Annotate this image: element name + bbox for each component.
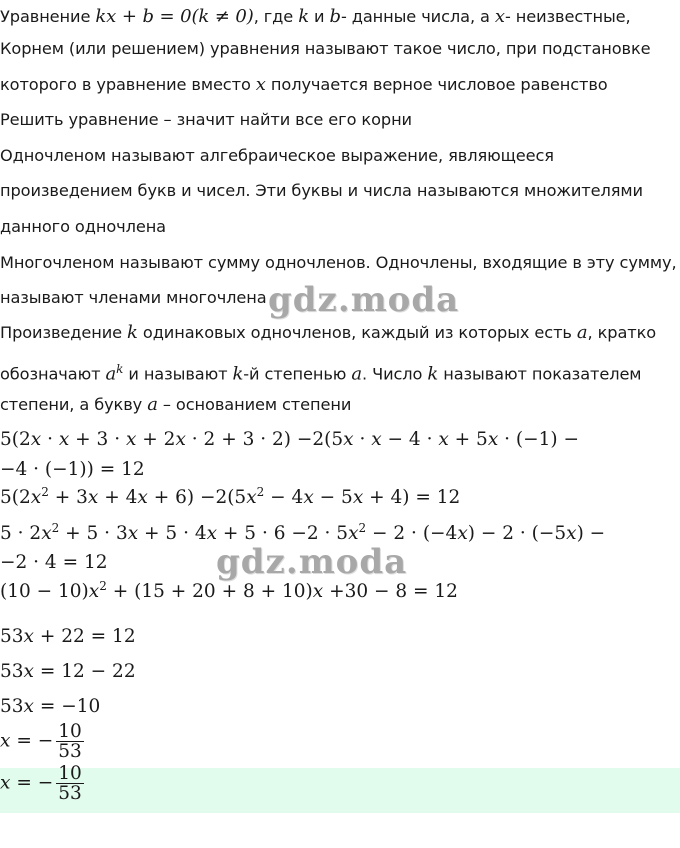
- text: - неизвестные,: [504, 7, 631, 26]
- var: x: [137, 487, 148, 508]
- var: x: [23, 696, 34, 717]
- fraction: [56, 764, 84, 803]
- text: обозначают: [0, 364, 106, 384]
- solution-line-2: −4 · (−1)) = 12: [0, 459, 145, 480]
- solution-line-9: [0, 696, 100, 718]
- math-inline: kx + b = 0(k ≠ 0): [95, 6, 254, 27]
- theory-line-8: Многочленом называют сумму одночленов. Одночлены, входящие в эту сумму,: [0, 253, 677, 272]
- theory-line-11: [0, 359, 641, 384]
- fraction-numerator: 10: [58, 763, 82, 784]
- text: одинаковых одночленов, каждый из которых есть: [137, 323, 577, 342]
- var: x: [88, 581, 100, 602]
- solution-line-5: −2 · 4 = 12: [0, 552, 108, 573]
- theory-line-12: [0, 395, 351, 415]
- fraction-denominator: 53: [58, 741, 82, 762]
- var: x: [58, 429, 70, 450]
- math-part: · (−1) −: [498, 429, 579, 450]
- math-part: − 5: [313, 487, 353, 508]
- math-part: + 5 · 6 −2 · 5: [217, 523, 349, 544]
- var: x: [30, 429, 42, 450]
- var: x: [125, 429, 137, 450]
- var: x: [206, 523, 218, 544]
- text: , кратко: [587, 323, 657, 342]
- var: x: [87, 487, 99, 508]
- math-inline: a: [351, 363, 362, 385]
- text: -й степенью: [243, 364, 352, 384]
- math-part: ) − 2 · (−5: [467, 523, 567, 544]
- math-part: − 2 · (−4: [366, 523, 458, 544]
- watermark: gdz.moda: [216, 542, 408, 582]
- var: x: [0, 772, 11, 794]
- math-part: 53: [0, 696, 24, 717]
- math-part: · 2 + 3 · 2) −2(5: [185, 429, 344, 450]
- fraction: [56, 722, 84, 761]
- theory-line-9: называют членами многочлена: [0, 288, 267, 307]
- var: x: [23, 661, 34, 682]
- exponent: 2: [99, 579, 107, 593]
- math-inline: k: [298, 6, 309, 27]
- text: и: [309, 7, 330, 26]
- theory-line-7: данного одночлена: [0, 217, 166, 236]
- math-inline: b: [329, 6, 341, 27]
- math-inline: k: [127, 322, 138, 343]
- theory-line-2: Корнем (или решением) уравнения называют такое число, при подстановке: [0, 39, 651, 58]
- var: x: [343, 429, 354, 450]
- math-part: = −: [10, 772, 54, 794]
- text: – основанием степени: [157, 395, 352, 414]
- exponent: 2: [51, 521, 60, 535]
- text: Уравнение: [0, 7, 96, 26]
- math-part: − 4: [264, 487, 304, 508]
- math-part: + 4) = 12: [363, 487, 461, 508]
- math-part: ·: [41, 429, 59, 450]
- math-part: = 12 − 22: [33, 661, 136, 682]
- text: - данные числа, а: [340, 7, 495, 26]
- math-part: + 3: [48, 487, 88, 508]
- math-part: 53: [0, 626, 24, 647]
- math-part: = −: [10, 730, 54, 752]
- text: получается верное числовое равенство: [265, 75, 608, 94]
- text: которого в уравнение вместо: [0, 75, 256, 94]
- math-inline: a: [147, 394, 158, 415]
- var: x: [23, 626, 34, 647]
- math-part: (10 − 10): [0, 581, 89, 602]
- math-part: + 22 = 12: [33, 626, 136, 647]
- solution-line-10: [0, 722, 84, 761]
- var: x: [127, 523, 139, 544]
- math-part: + 3 ·: [69, 429, 126, 450]
- math-part: + 4: [98, 487, 138, 508]
- math-part: 5(2: [0, 429, 31, 450]
- var: x: [457, 523, 468, 544]
- math-part: + 2: [136, 429, 176, 450]
- math-inline: k: [232, 363, 244, 385]
- math-part: ·: [353, 429, 372, 450]
- var: x: [371, 429, 382, 450]
- math-part: + 5 · 3: [59, 523, 128, 544]
- fraction-denominator: 53: [58, 783, 82, 804]
- math-part: + (15 + 20 + 8 + 10): [106, 581, 313, 602]
- theory-line-10: [0, 323, 656, 343]
- answer-line: [0, 764, 84, 803]
- text: . Число: [361, 364, 428, 384]
- var: x: [303, 487, 314, 508]
- math-part: +30 − 8 = 12: [323, 581, 458, 602]
- math-part: − 4 ·: [381, 429, 439, 450]
- answer-highlight: [0, 768, 680, 813]
- solution-line-8: [0, 661, 136, 683]
- text: степени, а букву: [0, 395, 148, 414]
- fraction-numerator: 10: [58, 721, 82, 742]
- math-part: + 6) −2(5: [147, 487, 247, 508]
- var: x: [566, 523, 577, 544]
- var: x: [246, 487, 257, 508]
- text: , где: [253, 7, 299, 26]
- var: x: [312, 581, 324, 602]
- theory-line-1: [0, 7, 631, 27]
- math-inline: x: [255, 74, 266, 95]
- exponent: 2: [358, 521, 367, 535]
- math-superscript: k: [116, 362, 124, 376]
- solution-line-6: [0, 581, 458, 603]
- solution-line-7: [0, 626, 136, 648]
- solution-line-3: [0, 487, 460, 509]
- var: x: [41, 523, 52, 544]
- text: и называют: [123, 364, 233, 384]
- math-part: ) −: [576, 523, 606, 544]
- math-part: 53: [0, 661, 24, 682]
- watermark: gdz.moda: [268, 280, 460, 320]
- theory-line-4: Решить уравнение – значит найти все его корни: [0, 110, 412, 129]
- var: x: [487, 429, 499, 450]
- math-inline: x: [494, 6, 505, 27]
- var: x: [0, 730, 11, 752]
- solution-line-1: [0, 429, 579, 451]
- theory-line-3: [0, 75, 608, 95]
- text: Произведение: [0, 323, 128, 342]
- theory-line-5: Одночленом называют алгебраическое выражение, являющееся: [0, 146, 554, 165]
- exponent: 2: [256, 485, 265, 499]
- math-part: + 5 · 4: [138, 523, 207, 544]
- var: x: [348, 523, 359, 544]
- var: x: [30, 487, 42, 508]
- math-part: 5(2: [0, 487, 31, 508]
- theory-line-6: произведением букв и чисел. Эти буквы и числа называются множителями: [0, 181, 643, 200]
- var: x: [352, 487, 364, 508]
- text: называют показателем: [438, 364, 642, 384]
- math-inline: a: [105, 363, 117, 385]
- var: x: [175, 429, 186, 450]
- math-part: = −10: [33, 696, 101, 717]
- math-part: 5 · 2: [0, 523, 42, 544]
- math-inline: k: [427, 363, 439, 385]
- var: x: [438, 429, 449, 450]
- exponent: 2: [41, 485, 49, 499]
- math-inline: a: [576, 322, 588, 343]
- math-part: + 5: [448, 429, 488, 450]
